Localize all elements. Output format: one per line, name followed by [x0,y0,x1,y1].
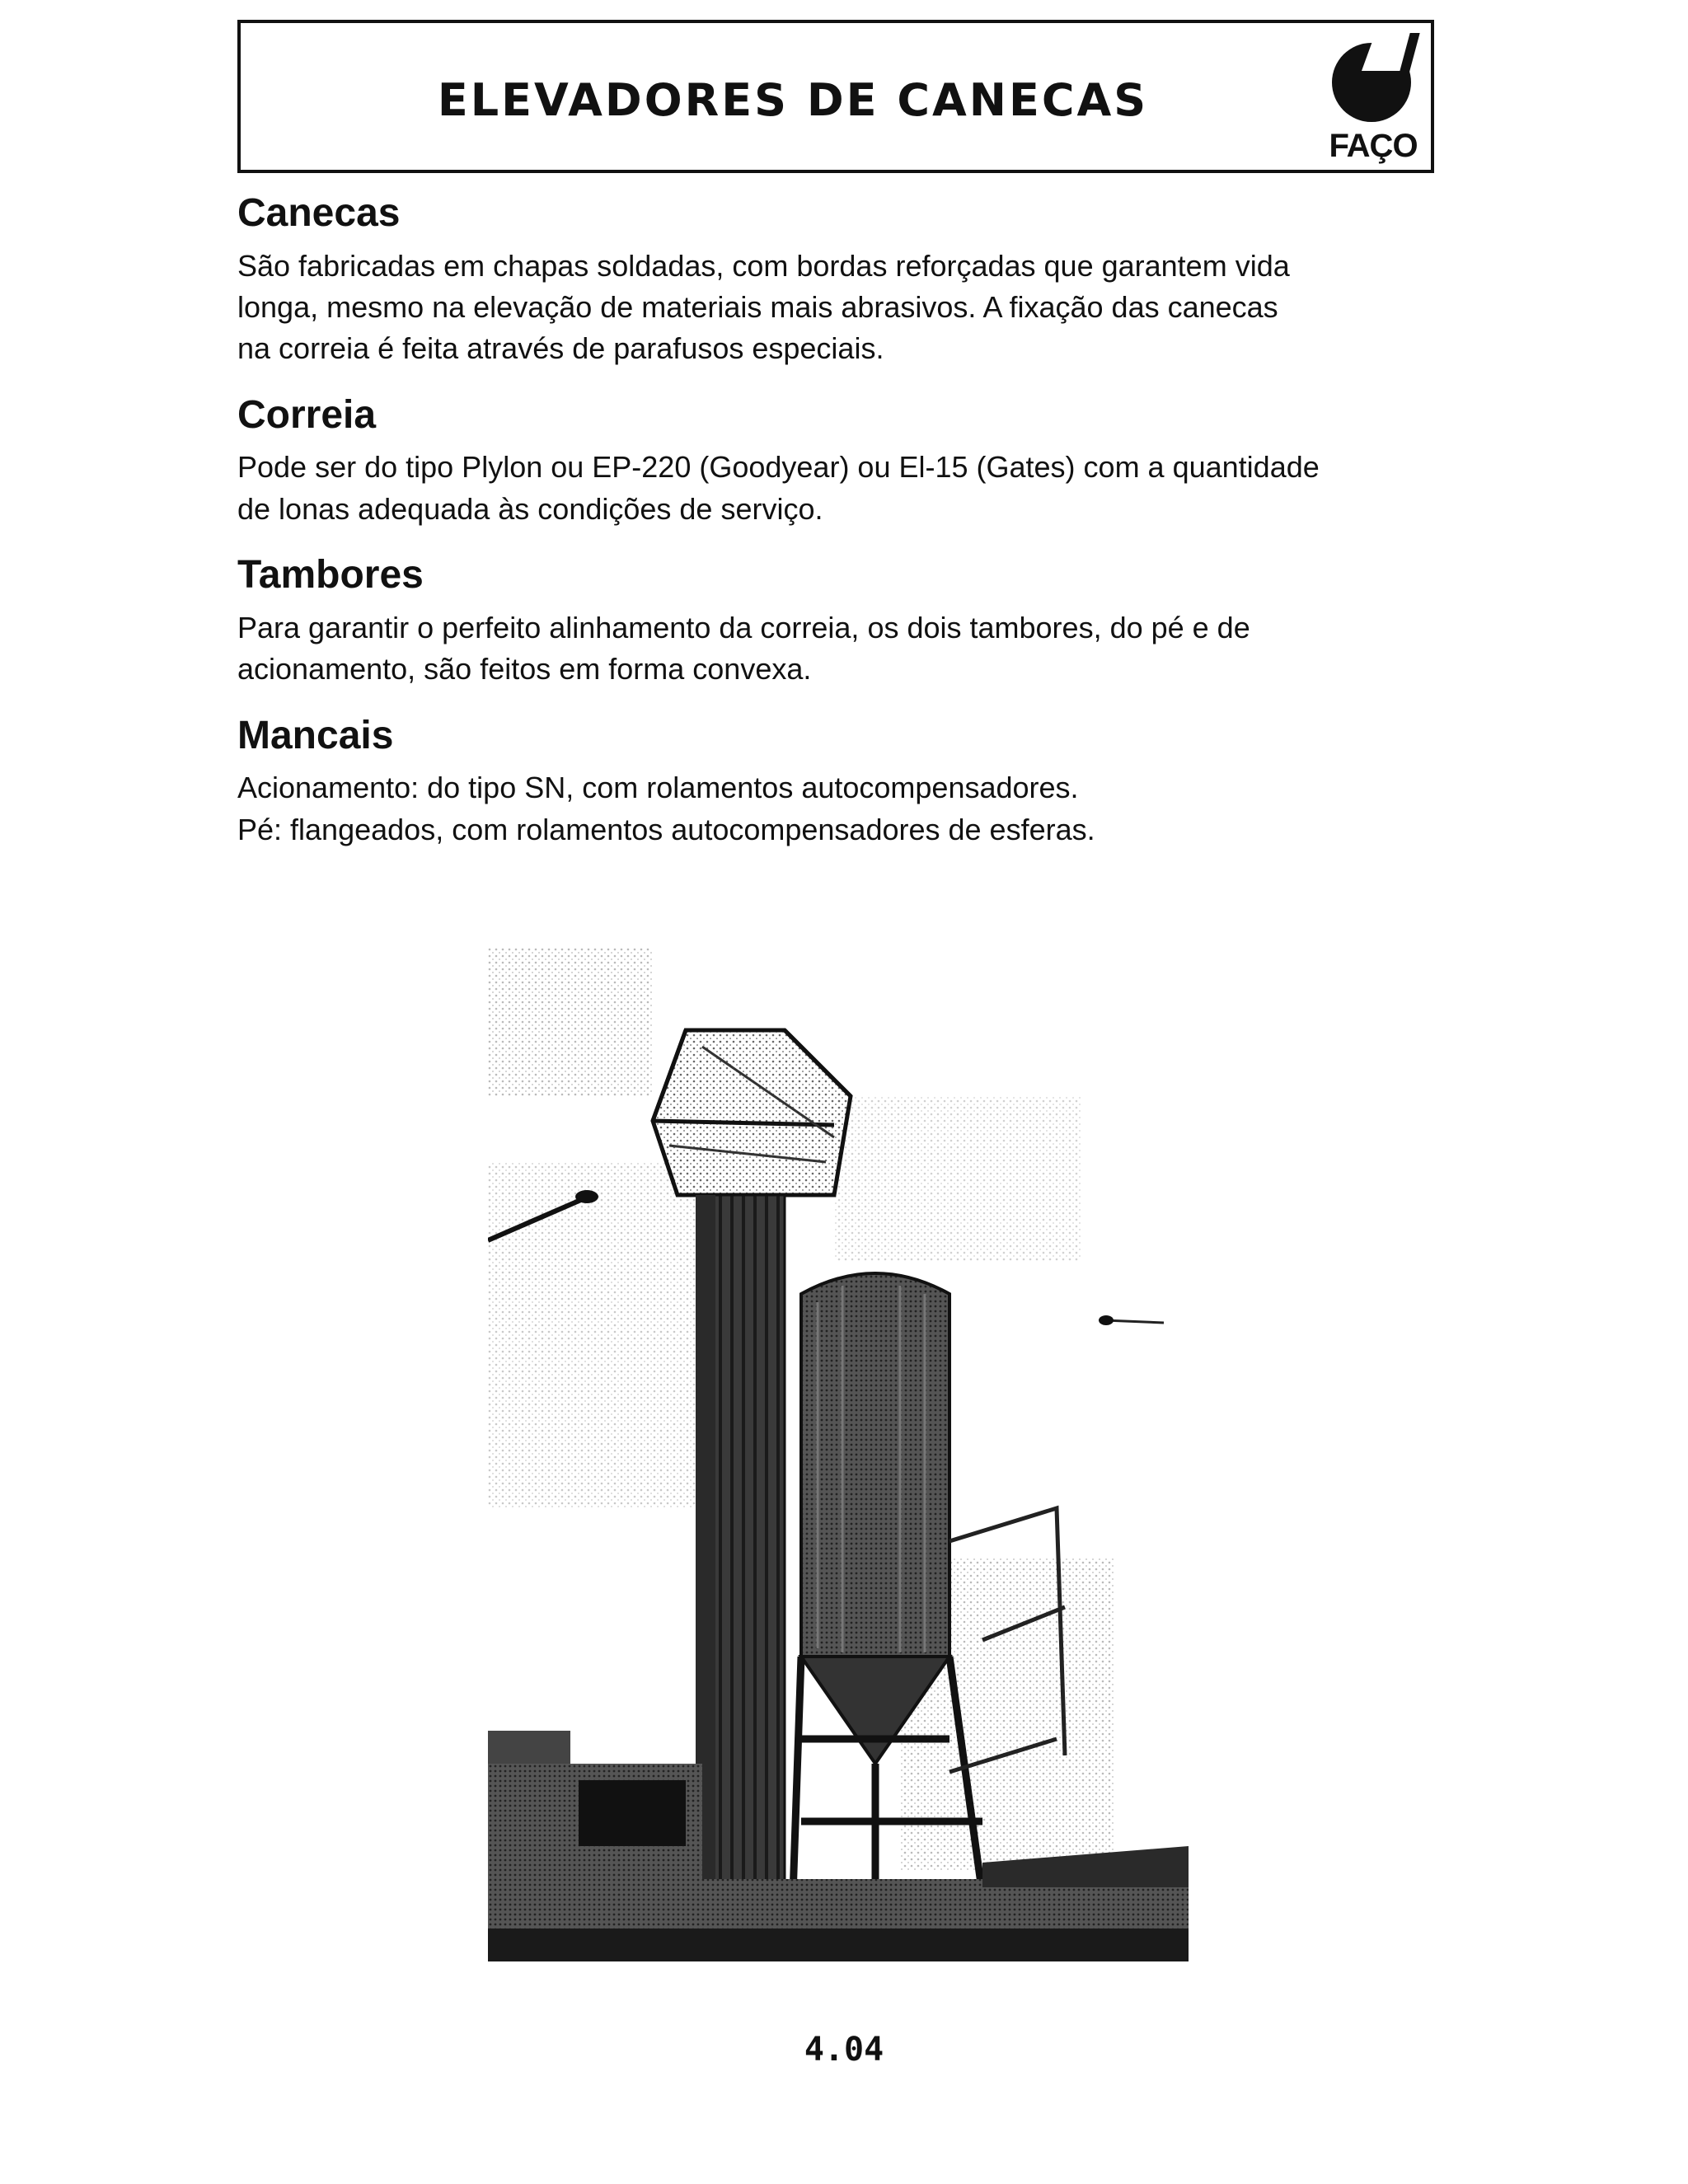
section-mancais [237,712,1434,851]
faco-logo [1320,28,1426,168]
text-line: São fabricadas em chapas soldadas, com bordas reforçadas que garantem vida [237,248,1290,283]
section-text [237,246,1434,370]
section-correia [237,391,1434,530]
section-tambores [237,551,1434,690]
text-line: Pode ser do tipo Plylon ou EP-220 (Goodyear) ou El-15 (Gates) com a quantidade [237,450,1320,485]
text-line: de lonas adequada às condições de serviço. [237,491,823,526]
section-canecas [237,190,1434,370]
page-title: ELEVADORES DE CANECAS [437,74,1149,126]
section-text [237,447,1434,530]
header-box [237,20,1434,173]
text-line: Acionamento: do tipo SN, com rolamentos autocompensadores. [237,771,1079,805]
section-heading: Canecas [237,191,401,235]
page-number: 4.04 [804,2031,884,2069]
text-line: acionamento, são feitos em forma convexa. [237,652,812,687]
text-line: longa, mesmo na elevação de materiais mais abrasivos. A fixação das canecas [237,289,1278,324]
section-text [237,767,1434,851]
text-line: na correia é feita através de parafusos especiais. [237,331,884,366]
bucket-elevator-photo [488,948,1189,1961]
text-line: Pé: flangeados, com rolamentos autocompensadores de esferas. [237,812,1095,846]
section-heading: Correia [237,392,377,437]
text-line: Para garantir o perfeito alinhamento da correia, os dois tambores, do pé e de [237,610,1250,644]
document-body [237,190,1434,872]
section-heading: Tambores [237,553,424,598]
section-heading: Mancais [237,713,394,757]
logo-text: FAÇO [1329,128,1418,164]
section-text [237,607,1434,691]
